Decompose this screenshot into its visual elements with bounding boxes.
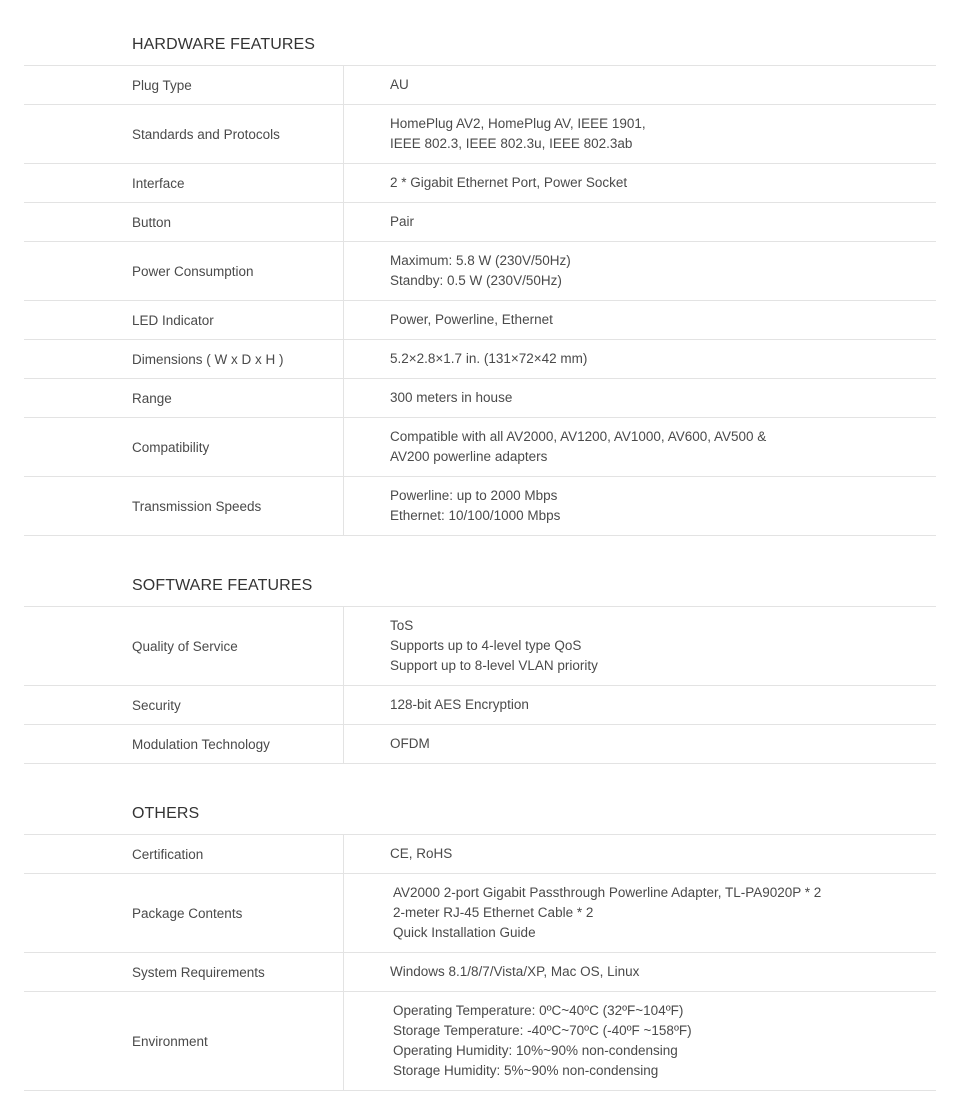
hardware-features-section [24,0,936,536]
spec-label: Security [24,686,344,724]
spec-page [24,0,936,1091]
spec-value-line: HomePlug AV2, HomePlug AV, IEEE 1901, [390,116,646,131]
spec-value [344,164,936,202]
spec-value-line: Maximum: 5.8 W (230V/50Hz) [390,253,571,268]
spec-value-line: 128-bit AES Encryption [390,697,529,712]
spec-label: Plug Type [24,66,344,104]
spec-row-certification [24,835,936,874]
spec-value-line: Pair [390,214,415,229]
spec-label: Standards and Protocols [24,105,344,163]
section-title-hardware: HARDWARE FEATURES [24,0,936,66]
section-title-software: SOFTWARE FEATURES [24,536,936,607]
spec-label: Compatibility [24,418,344,476]
spec-label: LED Indicator [24,301,344,339]
spec-value [344,477,936,535]
spec-label: Range [24,379,344,417]
spec-value [344,203,936,241]
spec-value [344,105,936,163]
spec-row-quality-of-service [24,607,936,686]
spec-row-plug-type [24,66,936,105]
spec-label: Modulation Technology [24,725,344,763]
spec-value-line: 300 meters in house [390,390,513,405]
spec-label: Power Consumption [24,242,344,300]
spec-value [344,418,936,476]
spec-value-line: Quick Installation Guide [393,925,536,940]
spec-value [344,242,936,300]
spec-value-line: AV2000 2-port Gigabit Passthrough Powerline Adapter, TL-PA9020P * 2 [393,885,822,900]
spec-value-line: Compatible with all AV2000, AV1200, AV1000, AV600, AV500 & [390,429,767,444]
spec-row-transmission-speeds [24,477,936,536]
spec-value [344,340,936,378]
spec-row-package-contents [24,874,936,953]
spec-row-interface [24,164,936,203]
spec-value [344,379,936,417]
spec-value-line: Supports up to 4-level type QoS [390,638,582,653]
spec-label: Quality of Service [24,607,344,685]
spec-row-modulation [24,725,936,764]
spec-label: Certification [24,835,344,873]
spec-row-power-consumption [24,242,936,301]
spec-value-line: 2-meter RJ-45 Ethernet Cable * 2 [393,905,594,920]
others-section [24,764,936,1091]
spec-label: Package Contents [24,874,344,952]
spec-row-standards [24,105,936,164]
spec-label: Transmission Speeds [24,477,344,535]
spec-value-line: CE, RoHS [390,846,453,861]
spec-value [344,992,936,1090]
spec-value-line: Storage Humidity: 5%~90% non-condensing [393,1063,659,1078]
spec-row-security [24,686,936,725]
spec-row-compatibility [24,418,936,477]
spec-row-button [24,203,936,242]
spec-value [344,874,936,952]
software-features-section [24,536,936,764]
section-title-others: OTHERS [24,764,936,835]
spec-value [344,301,936,339]
spec-value-line: Standby: 0.5 W (230V/50Hz) [390,273,562,288]
spec-value-line: Ethernet: 10/100/1000 Mbps [390,508,561,523]
spec-value [344,66,936,104]
spec-value-line: Operating Temperature: 0ºC~40ºC (32ºF~104ºF) [393,1003,684,1018]
spec-value-line: Powerline: up to 2000 Mbps [390,488,558,503]
spec-label: Interface [24,164,344,202]
spec-value [344,607,936,685]
spec-value-line: Operating Humidity: 10%~90% non-condensing [393,1043,678,1058]
spec-row-environment [24,992,936,1091]
spec-value-line: 5.2×2.8×1.7 in. (131×72×42 mm) [390,351,588,366]
spec-row-system-requirements [24,953,936,992]
spec-row-range [24,379,936,418]
spec-label: Button [24,203,344,241]
spec-value-line: Power, Powerline, Ethernet [390,312,553,327]
spec-value-line: AV200 powerline adapters [390,449,548,464]
spec-value [344,686,936,724]
spec-value-line: OFDM [390,736,430,751]
spec-value-line: AU [390,77,409,92]
spec-value [344,835,936,873]
spec-value-line: IEEE 802.3, IEEE 802.3u, IEEE 802.3ab [390,136,633,151]
spec-value-line: Support up to 8-level VLAN priority [390,658,598,673]
spec-label: Dimensions ( W x D x H ) [24,340,344,378]
spec-value [344,725,936,763]
spec-value [344,953,936,991]
spec-value-line: ToS [390,618,414,633]
spec-label: System Requirements [24,953,344,991]
spec-value-line: Storage Temperature: -40ºC~70ºC (-40ºF ~158ºF) [393,1023,692,1038]
spec-label: Environment [24,992,344,1090]
spec-row-dimensions [24,340,936,379]
spec-row-led-indicator [24,301,936,340]
spec-value-line: 2 * Gigabit Ethernet Port, Power Socket [390,175,628,190]
spec-value-line: Windows 8.1/8/7/Vista/XP, Mac OS, Linux [390,964,640,979]
